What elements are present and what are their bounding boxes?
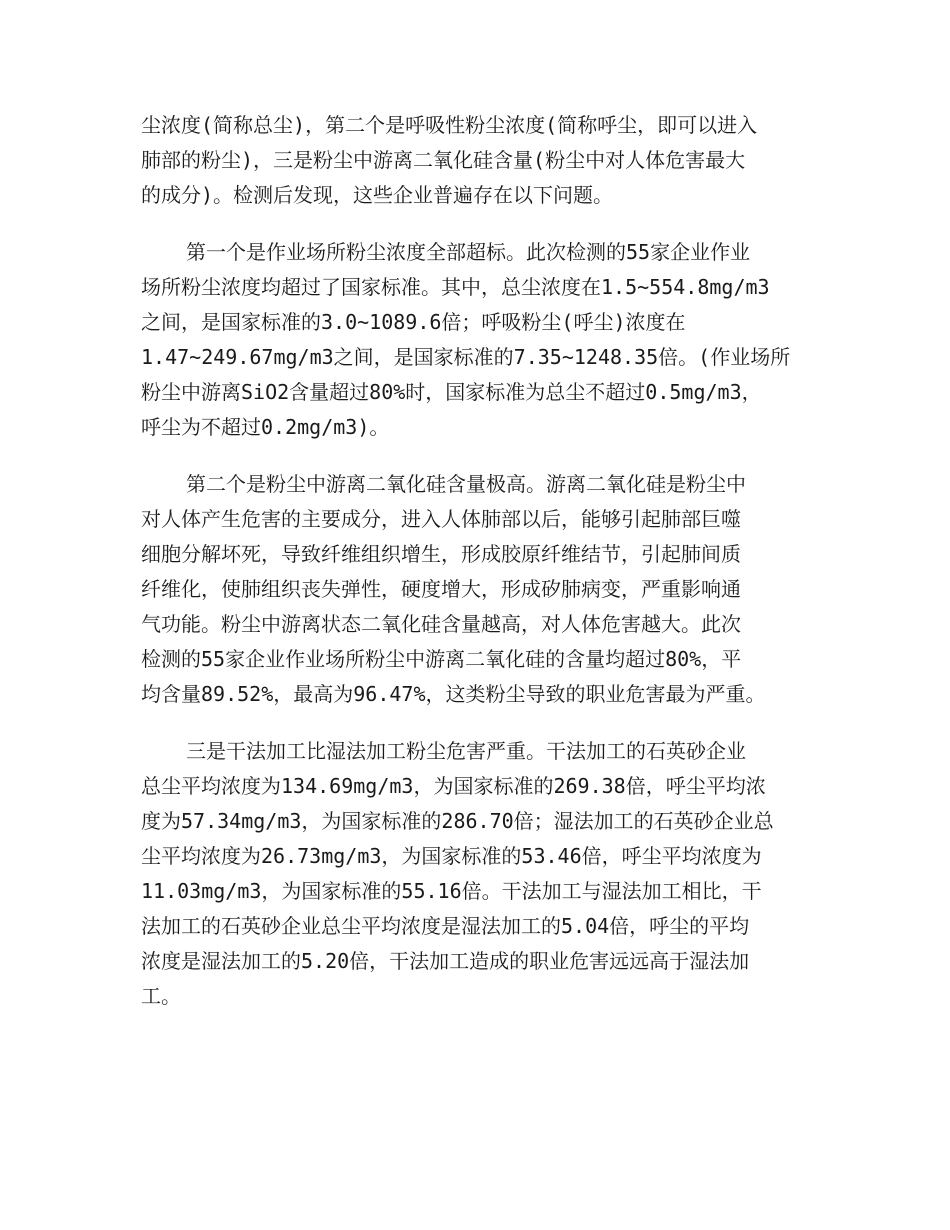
text-line: 11.03mg/m3，为国家标准的55.16倍。干法加工与湿法加工相比，干: [141, 879, 762, 903]
text-line: 度为57.34mg/m3，为国家标准的286.70倍；湿法加工的石英砂企业总: [141, 809, 774, 833]
text-line: 尘浓度(简称总尘)，第二个是呼吸性粉尘浓度(简称呼尘，即可以进入: [141, 113, 758, 137]
text-line: 的成分)。检测后发现，这些企业普遍存在以下问题。: [141, 183, 614, 207]
text-line: 三是干法加工比湿法加工粉尘危害严重。干法加工的石英砂企业: [186, 739, 746, 763]
text-line: 尘平均浓度为26.73mg/m3，为国家标准的53.46倍，呼尘平均浓度为: [141, 844, 762, 868]
text-line: 工。: [141, 984, 181, 1008]
paragraph-2: [141, 235, 811, 445]
paragraph-3: [141, 467, 811, 712]
text-line: 纤维化，使肺组织丧失弹性，硬度增大，形成矽肺病变，严重影响通: [141, 577, 741, 601]
text-line: 法加工的石英砂企业总尘平均浓度是湿法加工的5.04倍，呼尘的平均: [141, 914, 750, 938]
text-line: 均含量89.52%，最高为96.47%，这类粉尘导致的职业危害最为严重。: [141, 682, 766, 706]
text-line: 场所粉尘浓度均超过了国家标准。其中，总尘浓度在1.5~554.8mg/m3: [141, 275, 770, 299]
text-line: 第二个是粉尘中游离二氧化硅含量极高。游离二氧化硅是粉尘中: [186, 472, 746, 496]
text-line: 粉尘中游离SiO2含量超过80%时，国家标准为总尘不超过0.5mg/m3，: [141, 380, 762, 404]
paragraph-4: [141, 734, 811, 1014]
paragraph-1: [141, 108, 811, 213]
text-line: 之间，是国家标准的3.0~1089.6倍；呼吸粉尘(呼尘)浓度在: [141, 310, 686, 334]
text-line: 总尘平均浓度为134.69mg/m3，为国家标准的269.38倍，呼尘平均浓: [141, 774, 766, 798]
text-line: 气功能。粉尘中游离状态二氧化硅含量越高，对人体危害越大。此次: [141, 612, 741, 636]
text-line: 对人体产生危害的主要成分，进入人体肺部以后，能够引起肺部巨噬: [141, 507, 741, 531]
text-line: 检测的55家企业作业场所粉尘中游离二氧化硅的含量均超过80%，平: [141, 647, 742, 671]
text-line: 细胞分解坏死，导致纤维组织增生，形成胶原纤维结节，引起肺间质: [141, 542, 741, 566]
text-line: 肺部的粉尘)，三是粉尘中游离二氧化硅含量(粉尘中对人体危害最大: [141, 148, 746, 172]
document-body: [141, 108, 811, 1036]
text-line: 浓度是湿法加工的5.20倍，干法加工造成的职业危害远远高于湿法加: [141, 949, 750, 973]
text-line: 1.47~249.67mg/m3之间，是国家标准的7.35~1248.35倍。(作业场所: [141, 345, 791, 369]
text-line: 呼尘为不超过0.2mg/m3)。: [141, 415, 390, 439]
text-line: 第一个是作业场所粉尘浓度全部超标。此次检测的55家企业作业: [186, 240, 751, 264]
